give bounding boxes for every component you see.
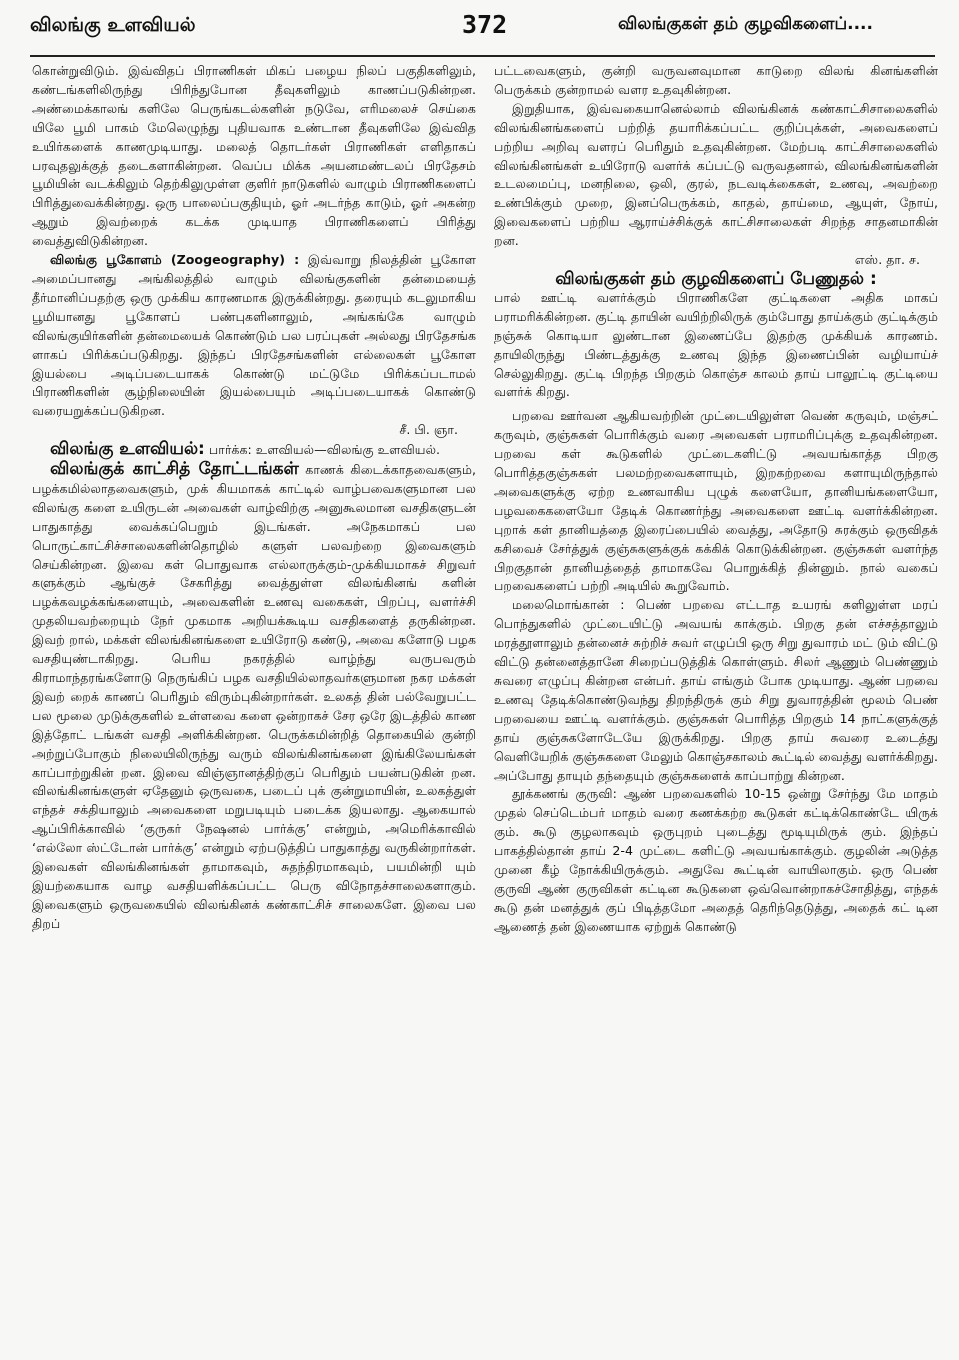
entry-title-zoo: விலங்குக் காட்சித் தோட்டங்கள் [50,459,299,480]
entry-zoogeography [32,251,476,421]
left-column [32,62,476,1352]
paragraph-habitat: கொன்றுவிடும். இவ்விதப் பிராணிகள் மிகப் பழைய நிலப் பகுதிகளிலும், கண்டங்களிலிருந்து பிரிந்துபோன தீவுகளிலும் காணப்படுகின்றன. அண்மைக்காலங் களிலே பெருங்கடல்களின் நடுவே, எரிமலைச் செய்கை யிலே பூமி பாகம் மேலெழுந்து புதியவாக உண்டான தீவுகளிலே இவ்வித உயிர்களைக் காணமுடியாது. மலைத் தொடர்கள் பிராணிகள் எளிதாகப் பரவுதலுக்குத் தடைகளாகின்றன. வெப்ப மிக்க அயனமண்டலப் பிரதேசம் பூமியின் வடக்கிலும் தெற்கிலுமுள்ள குளிர் நாடுகளில் வாழும் பிராணிகளைப் பிரித்துவைக்கின்றது. ஒரு பாலைப்பகுதியும், ஓர் அடர்ந்த காடும், ஓர் அகன்ற ஆறும் இவற்றைக் கடக்க முடியாத பிராணிகளைப் பிரித்து வைத்துவிடுகின்றன. [32,63,476,249]
header-rule [30,55,935,57]
entry-zoo [32,460,476,934]
signature-zoogeography: சீ. பி. ஞா. [399,422,458,438]
running-head-left: விலங்கு உளவியல் [30,14,196,36]
page-header [0,0,959,48]
page-number: 372 [462,10,508,39]
paragraph-weaver-bird: தூக்கணங் குருவி: ஆண் பறவைகளில் 10-15 ஒன்று சேர்ந்து மே மாதம் முதல் செப்டெம்பர் மாதம் வரை கணக்கற்ற கூடுகள் கட்டிக்கொண்டே யிருக் கும். கூடு குழலாகவும் ஒருபுறம் புடைத்து மூடியுமிருக் கும். இந்தப் பாகத்தில்தான் தாய் 2-4 முட்டை களிட்டு அவயங்காக்கும். குழலின் அடுத்த முனை கீழ் நோக்கியிருக்கும். அதுவே கூட்டின் வாயிலாகும். ஒரு பெண் குருவி ஆண் குருவிகள் கட்டின கூடுகளை ஒவ்வொன்றாகச்சோதித்து, எந்தக் கூடு தன் மனத்துக் குப் பிடித்தமோ அதைத் தெரிந்தெடுத்து, அதைக் கட் டின ஆணைத் தன் இணையாக ஏற்றுக் கொண்டு [494,786,938,934]
entry-title-animal-psychology: விலங்கு உளவியல்: [50,439,205,460]
entry-body-zoogeography: இவ்வாறு நிலத்தின் பூகோள அமைப்பானது அங்கிலத்தில் வாழும் விலங்குகளின் தன்மையைத் தீர்மானிப்பதற்கு ஒரு முக்கிய காரணமாக இருக்கின்றது. தரையும் கடலுமாகிய பூமியானது பூகோளப் பண்புகளினாலும், அங்கங்கே வாழும் விலங்குயிர்களின் தன்மையைக் கொண்டும் பல பரப்புகள் அல்லது பிரதேசங்க ளாகப் பிரிக்கப்படுகிறது. இந்தப் பிரதேசங்களின் எல்லைகள் பூகோள இயல்பை அடிப்படையாகக் கொண்டு மட்டுமே பிரிக்கப்படாமல் பிராணிகளின் சூழ்நிலையின் இயல்பையும் அடிப்படையாகக் கொண்டு வரையறுக்கப்படுகிறன. [32,252,476,419]
running-head-right: விலங்குகள் தம் குழவிகளைப்.... [618,14,873,34]
paragraph-hornbill: மலைமொங்கான் : பெண் பறவை எட்டாத உயரங் களிலுள்ள மரப் பொந்துகளில் முட்டையிட்டு அவயங் காக்கும். பிறகு தன் எச்சத்தாலும் மரத்தூளாலும் தன்னைச் சுற்றிச் சுவர் எழுப்பி ஒரு சிறு துவாரம் மட் டும் விட்டு விட்டு தன்னைத்தானே சிறைப்படுத்திக் கொள்ளும். சிலர் ஆணும் பெண்ணும் சுவரை எழுப்பு கின்றன என்பர். தாய் எங்கும் போக முடியாது. ஆண் பறவை உணவு தேடிக்கொண்டுவந்து திறந்திருக் கும் சிறு துவாரத்தின் மூலம் பெண் பறவையை ஊட்டி வளர்க்கும். குஞ்சுகள் பொரித்த பிறகும் 14 நாட்களுக்குத் தாய் குஞ்சுகளோடேயே இருக்கிறது. பிறகு தாய் சுவரை உடைத்து வெளியேறிக் குஞ்சுகளை மேலும் கொஞ்சகாலம் கூட்டில் வைத்து வளர்க்கிறது. அப்போது தாயும் தந்தையும் குஞ்சுகளைக் காப்பாற்று கின்றன. [494,597,938,783]
paragraph-birds: பறவை ஊர்வன ஆகியவற்றின் முட்டையிலுள்ள வெண் கருவும், மஞ்சட் கருவும், குஞ்சுகள் பொரிக்கும் வரை அவைகள் பராமரிப்புக்கு உதவுகின்றன. பறவை கள் கூடுகளில் முட்டைகளிட்டு அவயங்காத்த பிறகு பொரித்தகுஞ்சுகள் பலமற்றவைகளாயும், இறகற்றவை களாயுமிருந்தால் அவைகளுக்கு ஏற்ற உணவாகிய புழுக் களையோ, தானியங்களையோ, பழவகைகளையோ தேடிக் கொணர்ந்து அவைகளை ஊட்டி வளர்க்கின்றன. புறாக் கள் தானியத்தை இரைப்பையில் வைத்து, அதோடு சுரக்கும் ஒருவிதக் கசிவைச் சேர்த்துக் குஞ்சுகளுக்குக் கக்கிக் கொடுக்கின்றன. குஞ்சுகள் வளர்ந்த பிறகுதான் தானியத்தைத் தாமாகவே பொறுக்கித் தின்னும். நால் வகைப் பறவைகளைப் பற்றி அடியில் கூறுவோம். [494,408,938,594]
entry-animal-psychology [32,440,476,460]
paragraph-zoo-final: இறுதியாக, இவ்வகையானெல்லாம் விலங்கினக் கண்காட்சிசாலைகளில் விலங்கினங்களைப் பற்றித் தயாரிக்கப்பட்ட குறிப்புக்கள், அவைகளைப் பற்றிய அறிவு வளரப் பெரிதும் உதவுகின்றன. மேற்படி காட்சிசாலைகளில் விலங்கினங்கள் உயிரோடு வளர்க் கப்பட்டு வருவதனால், விலங்கினங்களின் உடலமைப்பு, மனநிலை, ஒலி, குரல், நடவடிக்கைகள், உணவு, அவற்றை உண்பிக்கும் முறை, இனப்பெருக்கம், காதல், தாய்மை, ஆயுள், நோய், இவைகளைப் பற்றிய ஆராய்ச்சிக்குக் காட்சிசாலைகள் சிறந்த சாதனமாகின் றன. [494,100,938,249]
paragraph-zoo-continued: பட்டவைகளும், குன்றி வருவனவுமான காடுறை விலங் கினங்களின் பெருக்கம் குன்றாமல் வளர உதவுகின்றன. [494,63,938,97]
right-column [494,62,938,1352]
section-title-parental-care: விலங்குகள் தம் குழவிகளைப் பேணுதல் : [555,268,877,289]
signature-zoo: எஸ். தா. ச. [854,252,920,268]
entry-title-zoogeography: விலங்கு பூகோளம் (Zoogeography) : [50,252,300,268]
entry-body-zoo: காணக் கிடைக்காதவைகளும், பழக்கமில்லாதவைகளும், முக் கியமாகக் காட்டில் வாழ்பவைகளுமான பல விலங்கு களை உயிருடன் அவைகள் வாழ்விற்கு அனுகூலமான வசதிகளுடன் பாதுகாத்து வைக்கப்பெறும் இடங்கள். அநேகமாகப் பல பொருட்காட்சிச்சாலைகளின்தொழில் களுள் பலவற்றை இவைகளும் செய்கின்றன. இவை கள் பொதுவாக எல்லாருக்கும்-முக்கியமாகச் சிறுவர் களுக்கும் ஆங்குச் சேகரித்து வைத்துள்ள விலங்கினங் களின் பழக்கவழக்கங்களையும், அவைகளின் உணவு வகைகள், பிறப்பு, வளர்ச்சி முதலியவற்றையும் நேர் முகமாக அறியக்கூடிய வசதிகளைத் தருகின்றன. இவற் றால், மக்கள் விலங்கினங்களை உயிரோடு கண்டு, அவை களோடு பழக வசதியுண்டாகிறது. பெரிய நகரத்தில் வாழ்ந்து வருபவரும் கிராமாந்தரங்களோடு நெருங்கிப் பழக வசதியில்லாதவர்களுமான நகர மக்கள் இவற் றைக் காணப் பெரிதும் விரும்புகின்றார்கள். உலகத் தின் பல்வேறுபட்ட பல மூலை முடுக்குகளில் உள்ளவை களை ஒன்றாகச் சேர ஒரே இடத்தில் காண இத்தோட் டங்கள் வசதி அளிக்கின்றன. பெருக்கமின்றித் தொகையில் குன்றி அற்றுப்போகும் நிலையிலிருந்து வரும் விலங்கினங்களை இங்கிலேயங்கள் காப்பாற்றுகின் றன. இவை விஞ்ஞானத்திற்குப் பெரிதும் பயன்படுகின் றன. விலங்கினங்களுள் ஏதேனும் ஒருவகை, படைப் புக் குன்றுமாயின், உலகத்துள் எந்தச் சக்தியாலும் அவைகளை மறுபடியும் படைக்க இயலாது. ஆகையால் ஆப்பிரிக்காவில் ‘குருகர் நேஷனல் பார்க்கு’ என்றும், அமெரிக்காவில் ‘எல்லோ ஸ்ட்டோன் பார்க்கு’ என்றும் ஏற்படுத்திப் பாதுகாத்து வருகின்றார்கள். இவைகள் விலங்கினங்கள் தாமாகவும், சுதந்திரமாகவும், பயமின்றி யும் இயற்கையாக வாழ வசதியளிக்கப்பட்ட பெரு விநோதச்சாலைகளாகும். இவைகளும் ஒருவகையில் விலங்கினக் கண்காட்சிச் சாலைகளே. இவை பல திறப் [32,462,476,931]
paragraph-mammals: பால் ஊட்டி வளர்க்கும் பிராணிகளே குட்டிகளை அதிக மாகப் பராமரிக்கின்றன. குட்டி தாயின் வயிற்றிலிருக் கும்போது தாய்க்கும் குட்டிக்கும் நஞ்சுக் கொடியா லுண்டான இணைப்பே இதற்கு முக்கியக் காரணம். தாயிலிருந்து பிண்டத்துக்கு உணவு இந்த இணைப்பின் வழியாய்ச் செல்லுகிறது. குட்டி பிறந்த பிறகும் கொஞ்ச காலம் தாய் பாலூட்டி குட்டியை வளர்க் கிறது. [494,289,938,400]
entry-body-animal-psychology: பார்க்க: உளவியல்—விலங்கு உளவியல். [208,442,441,458]
